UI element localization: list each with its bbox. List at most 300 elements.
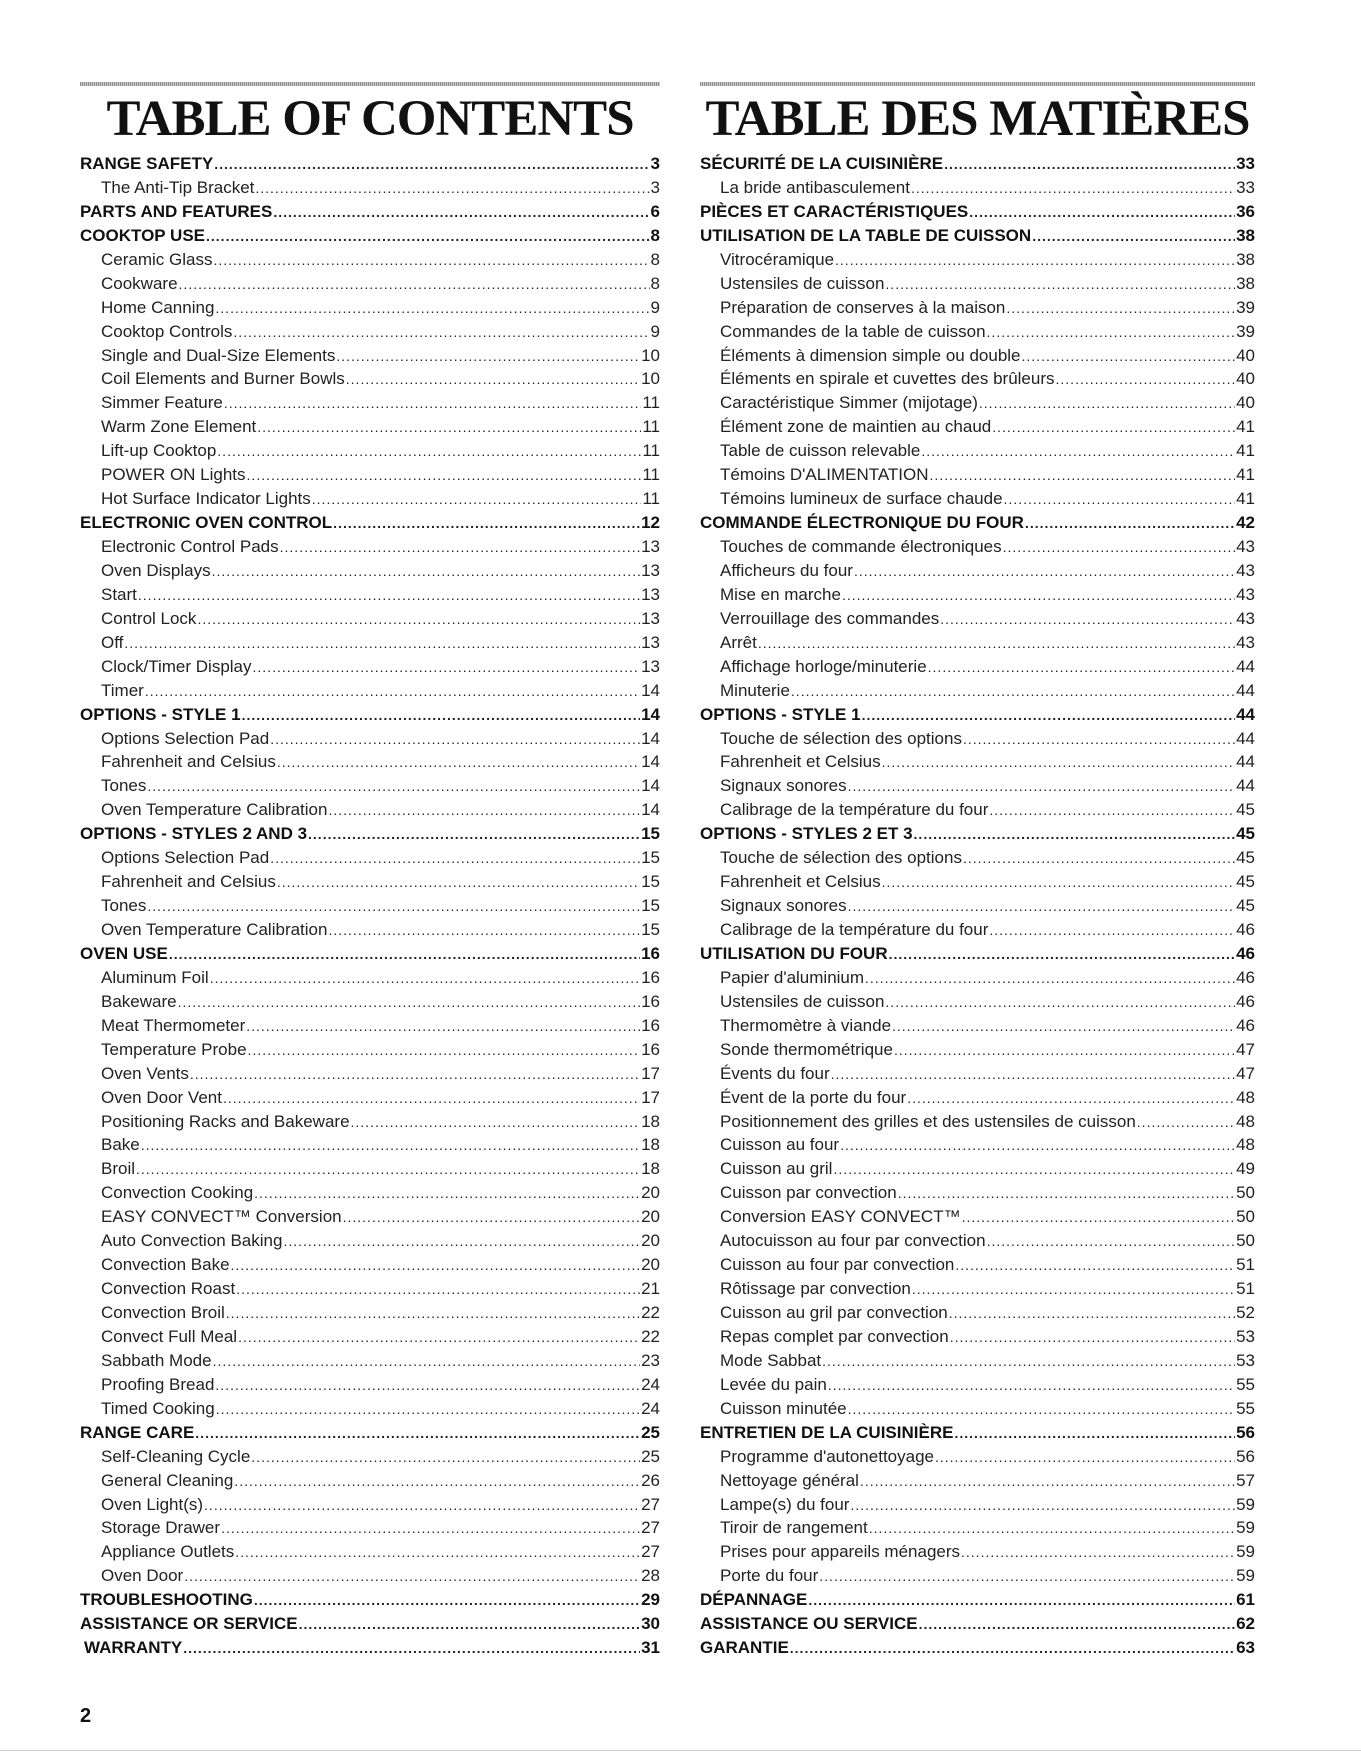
- dot-leader: [969, 201, 1235, 225]
- toc-subsection-entry: [700, 487, 1255, 511]
- dot-leader: [221, 1517, 640, 1541]
- entry-page-number: 43: [1236, 560, 1255, 580]
- toc-subsection-entry: [80, 1373, 660, 1397]
- entry-title: ASSISTANCE OR SERVICE: [80, 1614, 298, 1634]
- dot-leader: [892, 1015, 1235, 1039]
- dot-leader: [885, 991, 1235, 1015]
- toc-subsection-entry: [80, 679, 660, 703]
- toc-list-english: [80, 152, 660, 1660]
- entry-title: Start: [101, 584, 137, 604]
- dot-leader: [907, 1087, 1235, 1111]
- dot-leader: [831, 1063, 1235, 1087]
- toc-subsection-entry: [700, 607, 1255, 631]
- dot-leader: [1003, 536, 1235, 560]
- entry-title: Cuisson minutée: [720, 1398, 847, 1418]
- dot-leader: [231, 1254, 641, 1278]
- entry-title: POWER ON Lights: [101, 465, 246, 485]
- entry-page-number: 3: [650, 177, 660, 197]
- toc-subsection-entry: [80, 559, 660, 583]
- entry-page-number: 20: [641, 1231, 660, 1251]
- dot-leader: [848, 895, 1235, 919]
- entry-title: PIÈCES ET CARACTÉRISTIQUES: [700, 201, 969, 221]
- dot-leader: [1025, 512, 1235, 536]
- entry-page-number: 48: [1236, 1087, 1255, 1107]
- entry-page-number: 11: [642, 489, 660, 509]
- toc-subsection-entry: [700, 894, 1255, 918]
- entry-page-number: 33: [1236, 177, 1255, 197]
- dot-leader: [833, 1158, 1235, 1182]
- toc-section-entry: [80, 822, 660, 846]
- entry-title: Ceramic Glass: [101, 249, 213, 269]
- entry-title: Auto Convection Baking: [101, 1231, 283, 1251]
- entry-title: Temperature Probe: [101, 1039, 247, 1059]
- entry-page-number: 3: [650, 154, 660, 173]
- toc-subsection-entry: [700, 655, 1255, 679]
- entry-title: Évents du four: [720, 1063, 830, 1083]
- dot-leader: [328, 799, 640, 823]
- entry-page-number: 51: [1236, 1255, 1255, 1275]
- entry-page-number: 41: [1236, 465, 1255, 485]
- entry-title: Coil Elements and Burner Bowls: [101, 369, 345, 389]
- entry-page-number: 40: [1236, 393, 1255, 413]
- entry-title: Oven Temperature Calibration: [101, 800, 328, 820]
- entry-page-number: 46: [1236, 943, 1255, 963]
- entry-title: Convection Cooking: [101, 1183, 254, 1203]
- entry-title: COMMANDE ÉLECTRONIQUE DU FOUR: [700, 513, 1024, 533]
- dot-leader: [270, 847, 640, 871]
- dot-leader: [178, 991, 640, 1015]
- toc-subsection-entry: [700, 1253, 1255, 1277]
- contents-column-french: [700, 82, 1255, 1660]
- entry-title: Bakeware: [101, 991, 177, 1011]
- toc-subsection-entry: [700, 463, 1255, 487]
- entry-title: WARRANTY: [84, 1638, 183, 1658]
- dot-leader: [962, 1206, 1235, 1230]
- entry-title: Positionnement des grilles et des ustensiles de cuisson: [720, 1111, 1136, 1131]
- dot-leader: [912, 1278, 1235, 1302]
- top-rule: [700, 82, 1255, 86]
- entry-title: GARANTIE: [700, 1638, 789, 1658]
- entry-page-number: 22: [641, 1326, 660, 1346]
- entry-title: Conversion EASY CONVECT™: [720, 1207, 961, 1227]
- page-number: 2: [80, 1705, 92, 1727]
- entry-title: Prises pour appareils ménagers: [720, 1542, 961, 1562]
- entry-title: Cookware: [101, 273, 178, 293]
- toc-section-entry: [80, 942, 660, 966]
- entry-title: Élément zone de maintien au chaud: [720, 417, 992, 437]
- entry-title: Sabbath Mode: [101, 1350, 212, 1370]
- entry-title: Oven Displays: [101, 560, 211, 580]
- dot-leader: [280, 536, 640, 560]
- toc-subsection-entry: [700, 296, 1255, 320]
- entry-page-number: 43: [1236, 537, 1255, 556]
- entry-page-number: 20: [641, 1255, 660, 1275]
- entry-title: Fahrenheit et Celsius: [720, 872, 881, 892]
- entry-title: Nettoyage général: [720, 1470, 859, 1490]
- dot-leader: [328, 919, 640, 943]
- entry-title: Tones: [101, 896, 147, 916]
- dot-leader: [343, 1206, 640, 1230]
- toc-subsection-entry: [80, 655, 660, 679]
- entry-page-number: 15: [641, 872, 660, 892]
- entry-title: UTILISATION DU FOUR: [700, 943, 888, 963]
- toc-subsection-entry: [700, 918, 1255, 942]
- entry-title: General Cleaning: [101, 1470, 234, 1490]
- entry-page-number: 8: [650, 225, 660, 245]
- dot-leader: [223, 1087, 640, 1111]
- toc-section-entry: [80, 1612, 660, 1636]
- dot-leader: [136, 1158, 640, 1182]
- entry-title: Broil: [101, 1159, 136, 1179]
- entry-title: EASY CONVECT™ Conversion: [101, 1207, 342, 1227]
- entry-page-number: 9: [650, 321, 660, 341]
- dot-leader: [247, 464, 642, 488]
- entry-title: OVEN USE: [80, 943, 168, 963]
- dot-leader: [216, 1398, 640, 1422]
- toc-subsection-entry: [700, 1445, 1255, 1469]
- entry-page-number: 23: [641, 1350, 660, 1370]
- dot-leader: [213, 1350, 640, 1374]
- toc-subsection-entry: [700, 367, 1255, 391]
- entry-page-number: 44: [1236, 656, 1255, 676]
- toc-subsection-entry: [80, 1445, 660, 1469]
- toc-subsection-entry: [80, 990, 660, 1014]
- entry-page-number: 30: [641, 1614, 660, 1634]
- entry-page-number: 40: [1236, 369, 1255, 389]
- entry-page-number: 49: [1236, 1159, 1255, 1179]
- entry-title: Oven Temperature Calibration: [101, 920, 328, 939]
- entry-title: RANGE CARE: [80, 1422, 195, 1442]
- entry-title: Aluminum Foil: [101, 967, 209, 987]
- entry-title: Commandes de la table de cuisson: [720, 321, 986, 341]
- dot-leader: [911, 177, 1235, 201]
- entry-page-number: 59: [1236, 1518, 1255, 1538]
- toc-subsection-entry: [700, 1469, 1255, 1493]
- dot-leader: [195, 1422, 640, 1446]
- toc-subsection-entry: [80, 607, 660, 631]
- entry-title: Warm Zone Element: [101, 417, 257, 437]
- entry-title: Table de cuisson relevable: [720, 441, 921, 461]
- toc-subsection-entry: [700, 1110, 1255, 1134]
- entry-page-number: 47: [1236, 1063, 1255, 1083]
- dot-leader: [197, 608, 640, 632]
- entry-title: Touches de commande électroniques: [720, 537, 1002, 556]
- dot-leader: [190, 1063, 640, 1087]
- dot-leader: [248, 1039, 641, 1063]
- entry-title: Papier d'aluminium: [720, 967, 865, 987]
- entry-title: Convect Full Meal: [101, 1326, 238, 1346]
- entry-page-number: 13: [641, 632, 660, 652]
- toc-subsection-entry: [80, 1397, 660, 1421]
- dot-leader: [336, 345, 640, 369]
- entry-title: Signaux sonores: [720, 896, 847, 916]
- dot-leader: [894, 1039, 1235, 1063]
- entry-title: ELECTRONIC OVEN CONTROL: [80, 513, 333, 533]
- entry-title: Bake: [101, 1135, 140, 1155]
- toc-subsection-entry: [700, 1516, 1255, 1540]
- entry-title: Signaux sonores: [720, 776, 847, 796]
- toc-subsection-entry: [80, 1540, 660, 1564]
- dot-leader: [850, 1494, 1235, 1518]
- dot-leader: [808, 1589, 1235, 1613]
- entry-page-number: 53: [1236, 1350, 1255, 1370]
- entry-page-number: 56: [1236, 1422, 1255, 1442]
- entry-title: OPTIONS - STYLE 1: [700, 704, 861, 724]
- dot-leader: [283, 1230, 640, 1254]
- dot-leader: [214, 153, 649, 177]
- toc-subsection-entry: [700, 774, 1255, 798]
- entry-page-number: 50: [1236, 1183, 1255, 1203]
- entry-title: COOKTOP USE: [80, 225, 206, 245]
- toc-subsection-entry: [700, 1181, 1255, 1205]
- dot-leader: [147, 895, 640, 919]
- dot-leader: [242, 704, 640, 728]
- entry-page-number: 15: [641, 848, 660, 868]
- dot-leader: [955, 1254, 1235, 1278]
- toc-subsection-entry: [700, 391, 1255, 415]
- entry-page-number: 28: [641, 1566, 660, 1586]
- entry-title: Préparation de conserves à la maison: [720, 297, 1006, 317]
- entry-title: Options Selection Pad: [101, 728, 270, 748]
- toc-section-entry: [700, 511, 1255, 535]
- entry-page-number: 8: [650, 249, 660, 269]
- entry-title: Fahrenheit and Celsius: [101, 752, 276, 772]
- dot-leader: [842, 584, 1235, 608]
- entry-page-number: 31: [641, 1638, 660, 1658]
- entry-title: Minuterie: [720, 680, 790, 700]
- toc-subsection-entry: [700, 176, 1255, 200]
- toc-subsection-entry: [80, 1516, 660, 1540]
- entry-page-number: 44: [1236, 776, 1255, 796]
- dot-leader: [255, 177, 649, 201]
- page-title-french: TABLE DES MATIÈRES: [705, 91, 1250, 147]
- entry-page-number: 36: [1236, 201, 1255, 221]
- entry-page-number: 17: [641, 1087, 660, 1107]
- dot-leader: [235, 1541, 640, 1565]
- dot-leader: [346, 368, 640, 392]
- entry-title: Témoins D'ALIMENTATION: [720, 465, 929, 485]
- entry-page-number: 14: [641, 704, 660, 724]
- dot-leader: [145, 680, 640, 704]
- dot-leader: [213, 249, 649, 273]
- entry-page-number: 15: [641, 920, 660, 939]
- dot-leader: [758, 632, 1235, 656]
- dot-leader: [928, 656, 1235, 680]
- toc-subsection-entry: [80, 1564, 660, 1588]
- toc-subsection-entry: [700, 1373, 1255, 1397]
- toc-subsection-entry: [80, 272, 660, 296]
- entry-title: Cuisson au four par convection: [720, 1255, 955, 1275]
- toc-subsection-entry: [700, 1133, 1255, 1157]
- entry-page-number: 11: [642, 465, 660, 485]
- dot-leader: [921, 440, 1235, 464]
- entry-page-number: 39: [1236, 297, 1255, 317]
- dot-leader: [940, 608, 1235, 632]
- entry-page-number: 13: [641, 656, 660, 676]
- toc-subsection-entry: [80, 391, 660, 415]
- dot-leader: [138, 584, 640, 608]
- toc-subsection-entry: [700, 535, 1255, 559]
- entry-title: La bride antibasculement: [720, 177, 910, 197]
- entry-title: Timed Cooking: [101, 1398, 215, 1418]
- toc-subsection-entry: [700, 750, 1255, 774]
- entry-title: Porte du four: [720, 1566, 819, 1586]
- entry-title: Proofing Bread: [101, 1374, 215, 1394]
- entry-title: Lift-up Cooktop: [101, 441, 217, 461]
- entry-page-number: 15: [641, 824, 660, 844]
- entry-page-number: 45: [1236, 824, 1255, 844]
- toc-section-entry: [700, 942, 1255, 966]
- dot-leader: [257, 416, 641, 440]
- dot-leader: [333, 512, 640, 536]
- toc-subsection-entry: [700, 248, 1255, 272]
- toc-subsection-entry: [80, 1157, 660, 1181]
- toc-subsection-entry: [80, 798, 660, 822]
- entry-page-number: 26: [641, 1470, 660, 1490]
- entry-page-number: 33: [1236, 154, 1255, 173]
- entry-page-number: 40: [1236, 345, 1255, 365]
- toc-subsection-entry: [700, 1301, 1255, 1325]
- dot-leader: [147, 775, 640, 799]
- entry-title: OPTIONS - STYLES 2 ET 3: [700, 824, 913, 844]
- dot-leader: [989, 799, 1235, 823]
- dot-leader: [234, 1470, 640, 1494]
- entry-title: Timer: [101, 680, 144, 700]
- bottom-rule: [0, 1750, 1361, 1751]
- dot-leader: [944, 153, 1235, 177]
- toc-subsection-entry: [80, 320, 660, 344]
- entry-page-number: 61: [1236, 1590, 1255, 1610]
- toc-section-entry: [80, 224, 660, 248]
- entry-title: RANGE SAFETY: [80, 154, 214, 173]
- entry-title: Storage Drawer: [101, 1518, 221, 1538]
- entry-title: Repas complet par convection: [720, 1326, 949, 1346]
- toc-list-french: [700, 152, 1255, 1660]
- entry-page-number: 46: [1236, 991, 1255, 1011]
- toc-section-entry: [80, 703, 660, 727]
- dot-leader: [236, 1278, 640, 1302]
- dot-leader: [950, 1326, 1235, 1350]
- entry-title: Affichage horloge/minuterie: [720, 656, 927, 676]
- entry-title: Caractéristique Simmer (mijotage): [720, 393, 978, 413]
- dot-leader: [224, 392, 641, 416]
- entry-page-number: 50: [1236, 1207, 1255, 1227]
- entry-page-number: 51: [1236, 1279, 1255, 1299]
- dot-leader: [184, 1565, 640, 1589]
- entry-title: Self-Cleaning Cycle: [101, 1446, 251, 1466]
- entry-page-number: 14: [641, 728, 660, 748]
- toc-subsection-entry: [80, 846, 660, 870]
- entry-page-number: 25: [641, 1446, 660, 1466]
- dot-leader: [254, 1182, 640, 1206]
- dot-leader: [215, 297, 649, 321]
- toc-section-entry: [700, 1421, 1255, 1445]
- entry-title: Programme d'autonettoyage: [720, 1446, 934, 1466]
- entry-page-number: 11: [642, 393, 660, 413]
- dot-leader: [124, 632, 640, 656]
- toc-subsection-entry: [700, 870, 1255, 894]
- entry-page-number: 6: [650, 201, 660, 221]
- toc-subsection-entry: [700, 583, 1255, 607]
- toc-subsection-entry: [80, 1301, 660, 1325]
- entry-page-number: 41: [1236, 489, 1255, 509]
- entry-title: Arrêt: [720, 632, 757, 652]
- toc-subsection-entry: [700, 1564, 1255, 1588]
- entry-page-number: 11: [642, 417, 660, 437]
- entry-page-number: 21: [641, 1279, 660, 1299]
- entry-page-number: 44: [1236, 704, 1255, 724]
- entry-page-number: 24: [641, 1374, 660, 1394]
- entry-title: UTILISATION DE LA TABLE DE CUISSON: [700, 225, 1032, 245]
- entry-title: TROUBLESHOOTING: [80, 1590, 253, 1610]
- dot-leader: [828, 1374, 1235, 1398]
- entry-title: Appliance Outlets: [101, 1542, 235, 1562]
- entry-title: Electronic Control Pads: [101, 537, 279, 556]
- dot-leader: [865, 967, 1235, 991]
- dot-leader: [860, 1470, 1235, 1494]
- entry-page-number: 53: [1236, 1326, 1255, 1346]
- dot-leader: [882, 751, 1235, 775]
- toc-subsection-entry: [700, 990, 1255, 1014]
- entry-page-number: 9: [650, 297, 660, 317]
- entry-title: Témoins lumineux de surface chaude: [720, 489, 1003, 509]
- entry-page-number: 15: [641, 896, 660, 916]
- toc-subsection-entry: [80, 1205, 660, 1229]
- toc-subsection-entry: [80, 631, 660, 655]
- entry-title: Hot Surface Indicator Lights: [101, 489, 311, 509]
- toc-subsection-entry: [80, 1325, 660, 1349]
- dot-leader: [854, 560, 1235, 584]
- entry-page-number: 59: [1236, 1566, 1255, 1586]
- entry-page-number: 24: [641, 1398, 660, 1418]
- dot-leader: [961, 1541, 1235, 1565]
- toc-subsection-entry: [80, 894, 660, 918]
- dot-leader: [210, 967, 640, 991]
- entry-page-number: 41: [1236, 441, 1255, 461]
- dot-leader: [987, 1230, 1236, 1254]
- toc-section-entry: [80, 1636, 660, 1660]
- entry-title: Mode Sabbat: [720, 1350, 822, 1370]
- dot-leader: [791, 680, 1235, 704]
- toc-subsection-entry: [700, 1014, 1255, 1038]
- toc-subsection-entry: [80, 918, 660, 942]
- entry-title: Options Selection Pad: [101, 848, 270, 868]
- entry-title: The Anti-Tip Bracket: [101, 177, 255, 197]
- dot-leader: [930, 464, 1236, 488]
- entry-title: Off: [101, 632, 124, 652]
- dot-leader: [312, 488, 642, 512]
- toc-subsection-entry: [80, 487, 660, 511]
- toc-section-entry: [80, 200, 660, 224]
- entry-title: Oven Light(s): [101, 1494, 204, 1514]
- entry-title: Clock/Timer Display: [101, 656, 252, 676]
- toc-subsection-entry: [700, 798, 1255, 822]
- toc-subsection-entry: [700, 1157, 1255, 1181]
- entry-page-number: 38: [1236, 273, 1255, 293]
- entry-title: Cuisson par convection: [720, 1183, 897, 1203]
- dot-leader: [254, 1589, 640, 1613]
- toc-subsection-entry: [80, 439, 660, 463]
- dot-leader: [351, 1111, 641, 1135]
- toc-subsection-entry: [700, 344, 1255, 368]
- entry-page-number: 62: [1236, 1614, 1255, 1634]
- entry-title: Fahrenheit and Celsius: [101, 872, 276, 892]
- entry-page-number: 11: [642, 441, 660, 461]
- entry-title: SÉCURITÉ DE LA CUISINIÈRE: [700, 154, 944, 173]
- toc-section-entry: [80, 152, 660, 176]
- entry-title: Fahrenheit et Celsius: [720, 752, 881, 772]
- entry-title: Évent de la porte du four: [720, 1087, 907, 1107]
